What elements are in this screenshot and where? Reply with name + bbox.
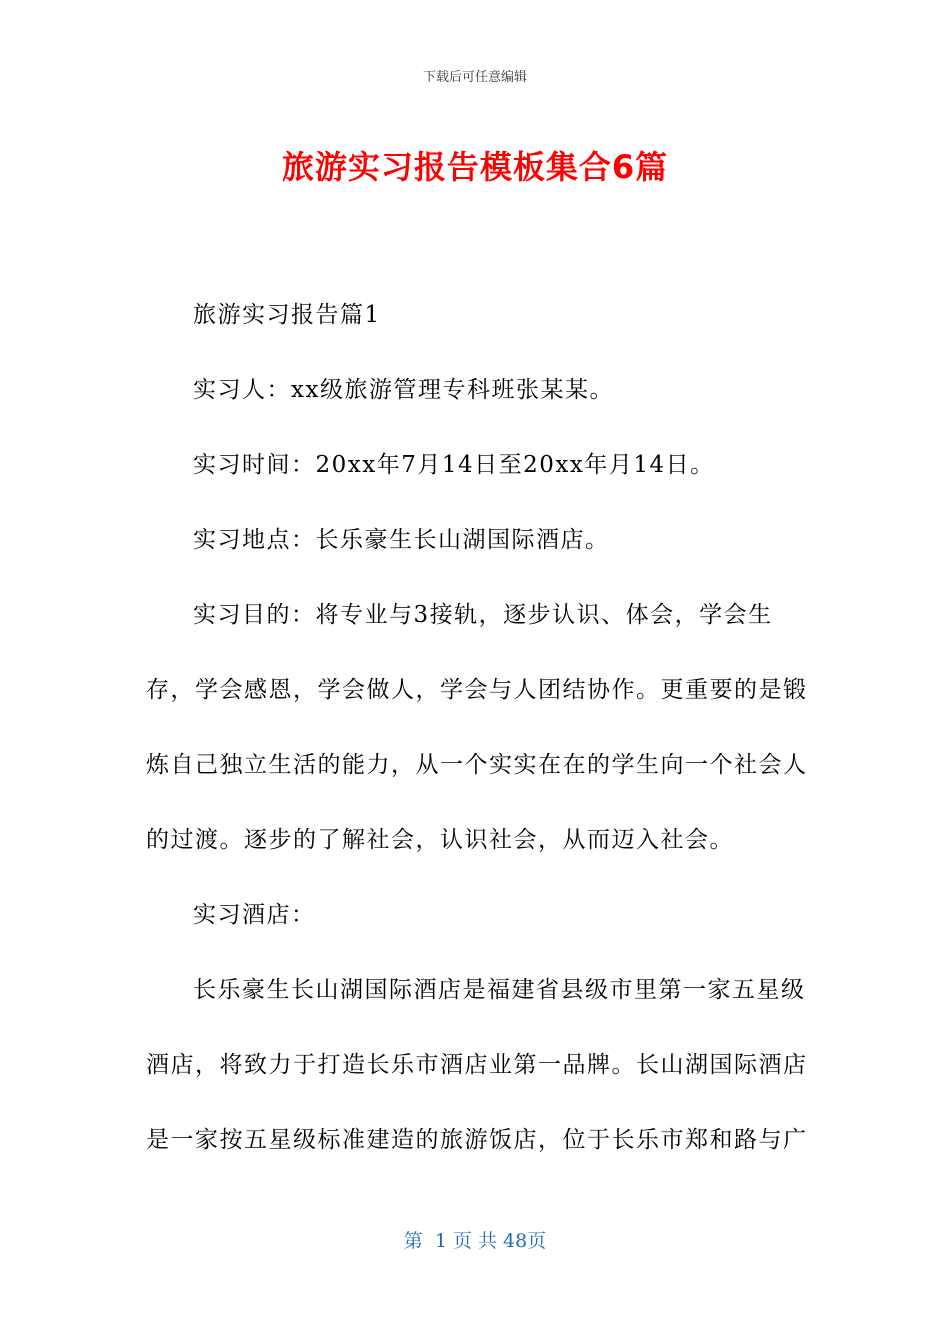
hotel-description-paragraph: 长乐豪生长山湖国际酒店是福建省县级市里第一家五星级酒店，将致力于打造长乐市酒店业第一品牌。长山湖国际酒店是一家按五星级标准建造的旅游饭店，位于长乐市郑和路与广	[146, 977, 808, 1153]
intern-paragraph: 实习人：xx级旅游管理专科班张某某。	[193, 377, 614, 403]
page-number-footer: 第 1 页 共 48页	[403, 1230, 547, 1252]
document-title: 旅游实习报告模板集合6篇	[281, 148, 669, 186]
internship-location-paragraph: 实习地点：长乐豪生长山湖国际酒店。	[193, 527, 610, 553]
internship-hotel-heading: 实习酒店：	[193, 902, 316, 928]
internship-purpose-paragraph: 实习目的：将专业与3接轨，逐步认识、体会，学会生存，学会感恩，学会做人，学会与人团结协作。更重要的是锻炼自己独立生活的能力，从一个实实在在的学生向一个社会人的过渡。逐步的了解社会，认识社会，从而迈入社会。	[146, 602, 808, 853]
header-note: 下载后可任意编辑	[422, 70, 527, 85]
internship-time-paragraph: 实习时间：20xx年7月14日至20xx年月14日。	[193, 452, 715, 478]
section-heading: 旅游实习报告篇1	[193, 302, 381, 328]
document-body	[146, 278, 814, 1178]
